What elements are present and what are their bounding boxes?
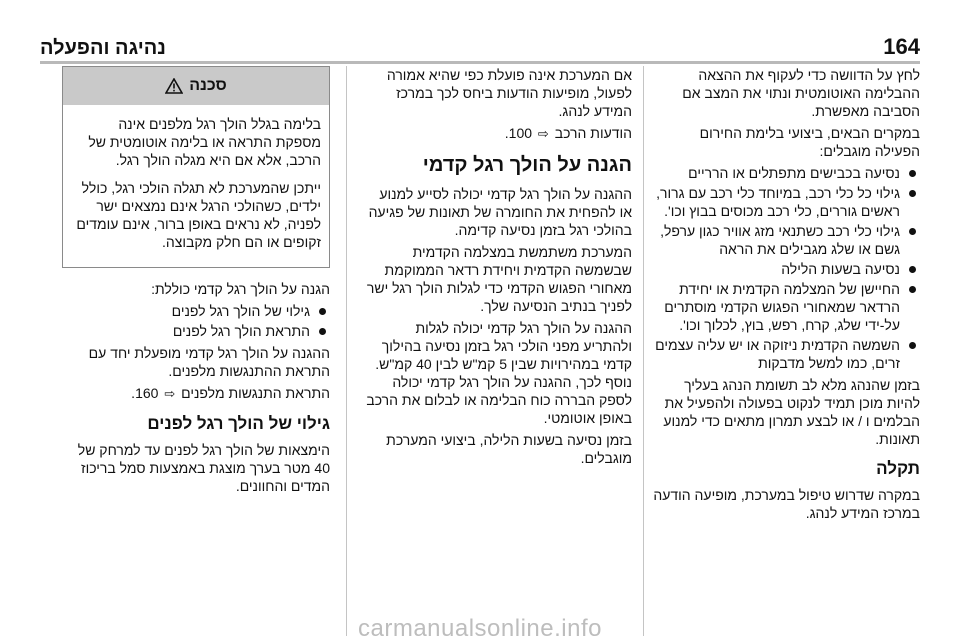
list-item: התראת הולך רגל לפנים bbox=[62, 322, 330, 340]
bullet-icon bbox=[909, 170, 916, 177]
bullet-icon bbox=[909, 190, 916, 197]
includes-intro: הגנה על הולך רגל קדמי כוללת: bbox=[151, 281, 330, 297]
paragraph: בזמן נסיעה בשעות הלילה, ביצועי המערכת מוגבלים. bbox=[386, 432, 632, 466]
malfunction-paragraph: אם המערכת אינה פועלת כפי שהיא אמורה לפעול, מופיעות הודעות ביחס לכך במרכז המידע לנהג. bbox=[386, 67, 632, 119]
list-item: גילוי של הולך רגל לפנים bbox=[62, 302, 330, 320]
limits-list bbox=[652, 164, 920, 372]
page-header bbox=[40, 28, 920, 60]
list-item: השמשה הקדמית ניזוקה או יש עליה עצמים זרים, כמו למשל מדבקות bbox=[652, 336, 920, 372]
list-item: נסיעה בשעות הלילה bbox=[652, 260, 920, 278]
paragraph: המערכת משתמשת במצלמה הקדמית שבשמשה הקדמית ויחידת רדאר הממוקמת מאחורי הפגוש הקדמי כדי לגלות הולך רגל ישר לפניך בנתיב הנסיעה שלך. bbox=[366, 244, 632, 314]
warning-header bbox=[63, 67, 329, 105]
warning-box bbox=[62, 66, 330, 268]
paragraph: ההגנה על הולך רגל קדמי יכולה לסייע למנוע או להפחית את החומרה של תאונות של פגיעה בהולכי רגל בזמן נסיעה קדימה. bbox=[368, 186, 632, 238]
right-column bbox=[652, 66, 920, 526]
bullet-icon bbox=[909, 342, 916, 349]
column-divider bbox=[643, 66, 644, 636]
driver-attention-paragraph: בזמן שהנהג מלא לב תשומת הנהג בעליך להיות מוכן תמיד לנקוט בפעולה ולהפעיל את הבלמים ו / או לבצע תמרון מתאים כדי למנוע תאונות. bbox=[663, 377, 920, 447]
list-item: גילוי כל כלי רכב, במיוחד כלי רכב עם גרור, ראשים גוררים, כלי רכב מכוסים בבוץ וכו'. bbox=[652, 184, 920, 220]
chapter-title: נהיגה והפעלה bbox=[40, 37, 166, 59]
intro-paragraph: לחץ על הדוושה כדי לעקוף את ההצאה ההבלימה האוטומטית ונתוי את המצב אם הסביבה מאפשרת. bbox=[682, 67, 920, 119]
paragraph: ההגנה על הולך רגל קדמי יכולה לגלות ולהתריע מפני הולכי רגל בזמן נסיעה בהילוך קדמי במהירויות שבין 5 קמ"ש לבין 40 קמ"ש. נוסף לכך, ההגנה על הולך רגל קדמי יכולה לספק הבררה כוח הבלימה או לבלום את הרכב באופן אוטומטי. bbox=[366, 320, 632, 426]
section-heading: הגנה על הולך רגל קדמי bbox=[422, 154, 632, 176]
bullet-icon bbox=[319, 308, 326, 315]
warning-body bbox=[63, 105, 329, 267]
warning-title: סכנה bbox=[189, 77, 227, 94]
page-reference-icon: ⇨ bbox=[537, 126, 549, 141]
bullet-icon bbox=[319, 328, 326, 335]
warning-paragraph: ייתכן שהמערכת לא תגלה הולכי רגל, כולל ילדים, כשהולכי הרגל אינם נמצאים ישר לפניה, לא נראים באופן ברור, אינם עומדים זקופים או הם חלק מקבוצה. bbox=[76, 180, 321, 250]
warning-paragraph: בלימה בגלל הולך רגל מלפנים אינה מספקת התראה או בלימה אוטומטית של הרכב, אלא אם היא מגלה הולך רגל. bbox=[88, 116, 321, 168]
paragraph: הימצאות של הולך רגל לפנים עד למרחק של 40 מטר בערך מוצגת באמצעות סמל בריכוז המדים והחוונים. bbox=[77, 442, 330, 494]
fault-heading: תקלה bbox=[876, 459, 920, 478]
middle-column bbox=[364, 66, 632, 471]
fault-paragraph: במקרה שדרוש טיפול במערכת, מופיעה הודעה במרכז המידע לנהג. bbox=[653, 487, 920, 521]
page-reference-icon: ⇨ bbox=[164, 386, 176, 401]
section-heading: גילוי של הולך רגל לפנים bbox=[147, 414, 330, 433]
includes-list bbox=[62, 302, 330, 340]
column-divider bbox=[346, 66, 347, 636]
warning-triangle-icon bbox=[165, 78, 183, 94]
paragraph: ההגנה על הולך רגל קדמי מופעלת יחד עם התראת ההתנגשות מלפנים. bbox=[88, 345, 330, 379]
cross-reference[interactable]: התראת התנגשות מלפנים ⇨ 160. bbox=[131, 385, 330, 401]
page-number: 164 bbox=[883, 34, 920, 59]
left-column bbox=[62, 66, 330, 499]
limits-intro: במקרים הבאים, ביצועי בלימת החירום הפעילה מוגבלים: bbox=[699, 125, 920, 159]
list-item: נסיעה בכבישים מתפתלים או הרריים bbox=[652, 164, 920, 182]
list-item: החיישן של המצלמה הקדמית או יחידת הרדאר שמאחורי הפגוש הקדמי מוסתרים על-ידי שלג, קרח, רפש, בוץ, לכלוך וכו'. bbox=[652, 280, 920, 334]
header-divider bbox=[40, 61, 920, 64]
bullet-icon bbox=[909, 286, 916, 293]
bullet-icon bbox=[909, 266, 916, 273]
cross-reference[interactable]: הודעות הרכב ⇨ 100. bbox=[504, 125, 632, 141]
list-item: גילוי כלי רכב כשתנאי מזג אוויר כגון ערפל, גשם או שלג מגבילים את הראה bbox=[652, 222, 920, 258]
watermark: carmanualsonline.info bbox=[358, 615, 602, 642]
bullet-icon bbox=[909, 228, 916, 235]
